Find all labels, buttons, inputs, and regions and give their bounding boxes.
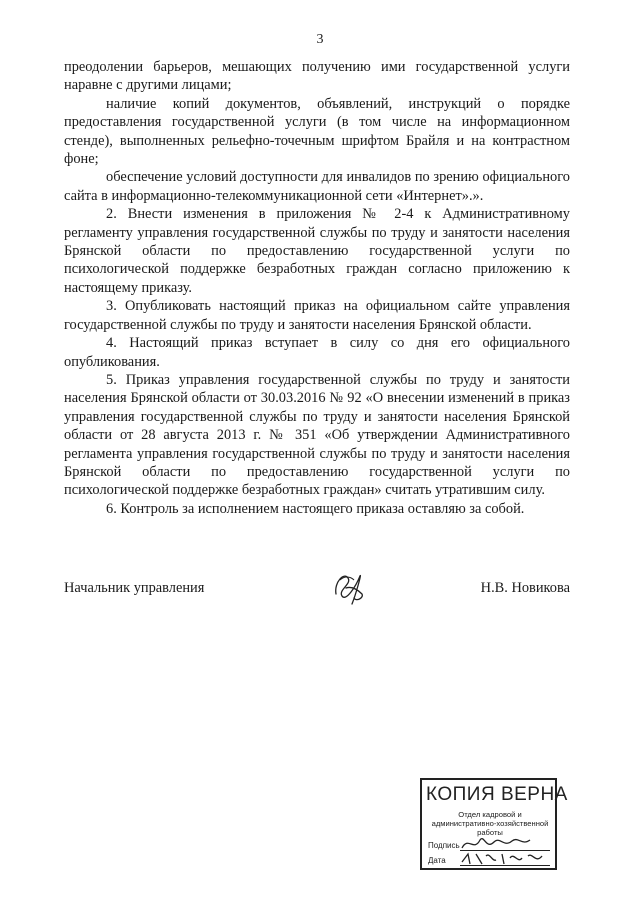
- paragraph-item-4: 4. Настоящий приказ вступает в силу со дня его официального опубликования.: [64, 335, 570, 370]
- paragraph-item-2: 2. Внести изменения в приложения № 2-4 к Административному регламенту управления государственной службы по труду и занятости населения Брянской области по предоставлению государственной услуги по психологической поддержке безработных граждан согласно приложению к настоящему приказу.: [64, 206, 570, 296]
- paragraph-item-5: 5. Приказ управления государственной службы по труду и занятости населения Брянской области от 30.03.2016 № 92 «О внесении изменений в приказ управления государственной службы по труду и занятости населения Брянской области от 28 августа 2013 г. № 351 «Об утверждении Административного регламента управления государственной службы по труду и занятости населения Брянской области по предоставлению государственной услуги по психологической поддержке безработных граждан» считать утратившим силу.: [64, 371, 570, 499]
- paragraph-item-3: 3. Опубликовать настоящий приказ на официальном сайте управления государственной службы по труду и занятости населения Брянской области.: [64, 298, 570, 333]
- signer-position: Начальник управления: [64, 580, 205, 596]
- handwritten-signature: [326, 564, 374, 612]
- stamp-department-line: работы: [477, 828, 503, 837]
- stamp-department-line: Отдел кадровой и: [458, 810, 522, 819]
- certified-copy-stamp: [420, 778, 568, 870]
- stamp-title: КОПИЯ ВЕРНА: [426, 784, 568, 805]
- stamp-signature-label: Подпись: [428, 841, 460, 850]
- stamp-date-label: Дата: [428, 856, 446, 865]
- paragraph-item-6: 6. Контроль за исполнением настоящего приказа оставляю за собой.: [106, 500, 525, 517]
- stamp-department-line: административно-хозяйственной: [431, 819, 549, 828]
- page-number: 3: [316, 32, 324, 47]
- paragraph-braille-copies: наличие копий документов, объявлений, инструкций о порядке предоставления государственной услуги (в том числе на информационном стенде), выполненных рельефно-точечным шрифтом Брайля и на контрастном фоне;: [64, 95, 570, 168]
- paragraph-website-accessibility: обеспечение условий доступности для инвалидов по зрению официального сайта в информационно-телекоммуникационной сети «Интернет».».: [64, 169, 570, 204]
- signature-row: [64, 580, 570, 610]
- paragraph-continuation: преодолении барьеров, мешающих получению ими государственной услуги наравне с другими лицами;: [64, 59, 570, 94]
- document-body: [64, 58, 570, 518]
- signer-name: Н.В. Новикова: [480, 580, 570, 596]
- stamp-handwritten-date: [456, 848, 552, 870]
